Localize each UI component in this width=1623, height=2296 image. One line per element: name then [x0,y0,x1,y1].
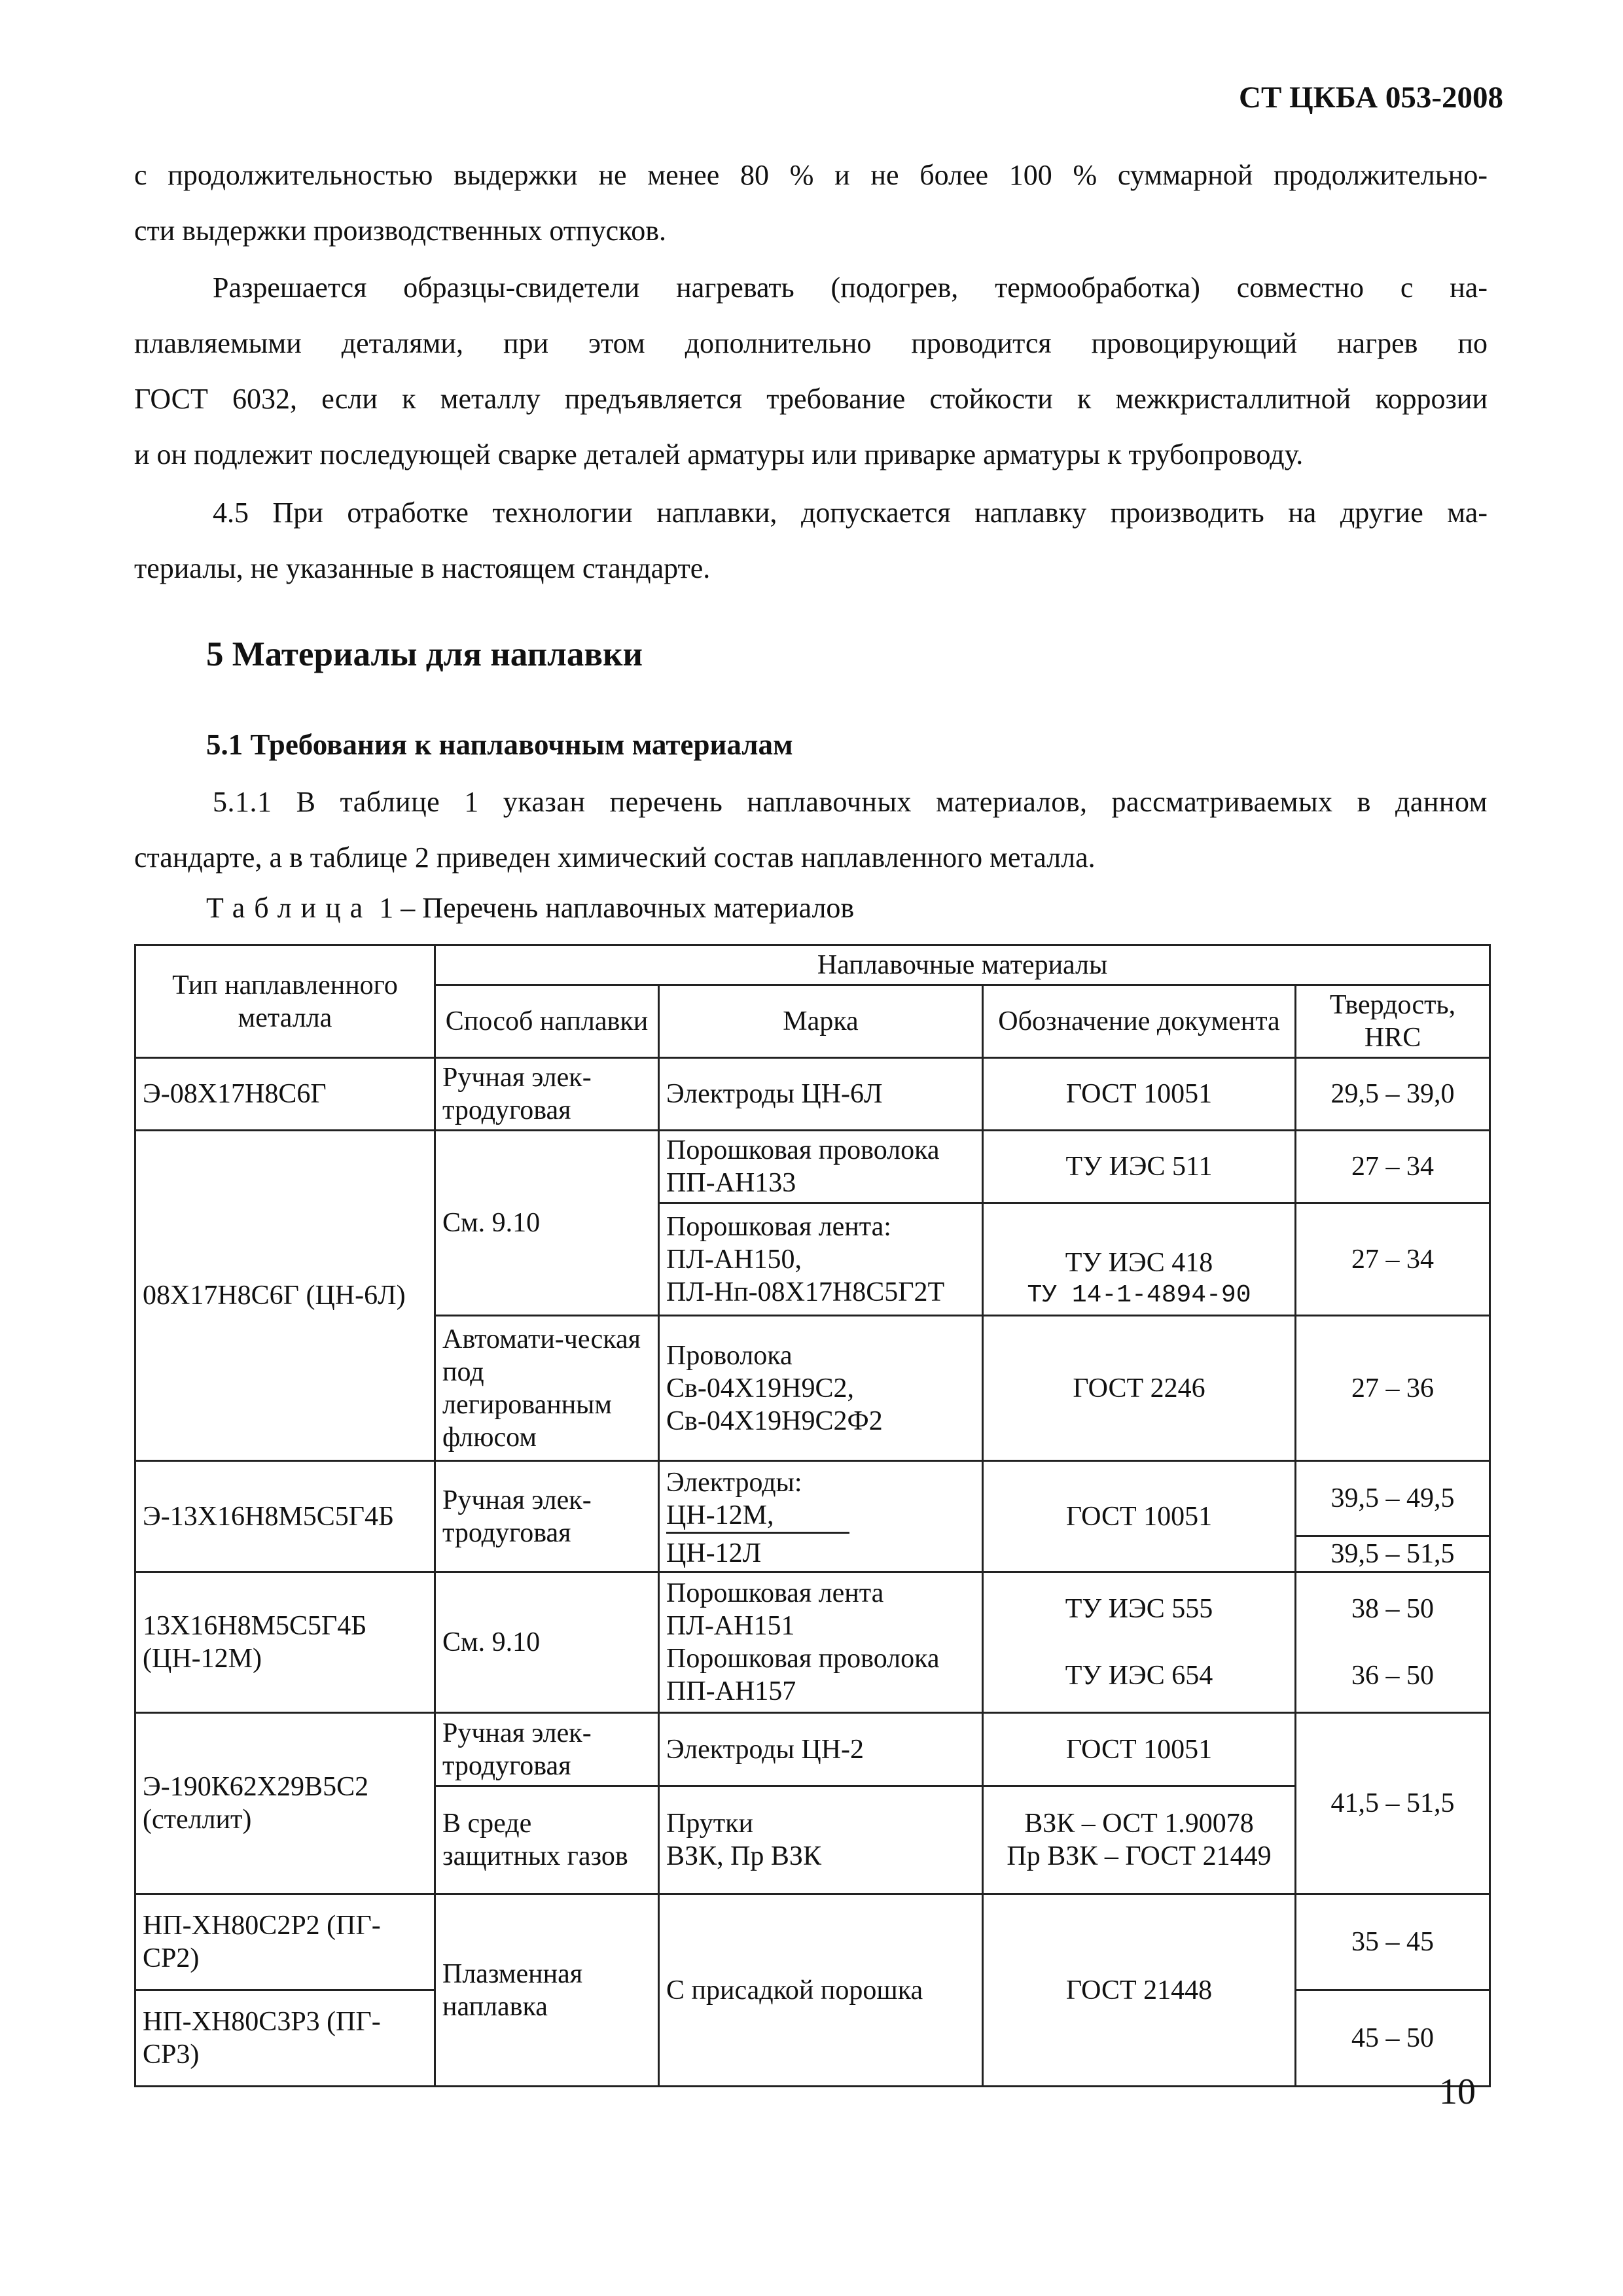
cell-method: Автомати-ческая под легированным флюсом [435,1316,659,1461]
cell-hardness: 35 – 45 [1296,1894,1490,1990]
paragraph-1 [134,147,1488,258]
cell-brand [659,1461,983,1536]
brand-line: ПЛ-АН151 [666,1611,795,1641]
cell-hardness: 27 – 34 [1296,1131,1490,1203]
cell-brand [659,1572,983,1713]
document-line: ВЗК – ОСТ 1.90078 [1024,1809,1254,1839]
cell-brand: Электроды ЦН-2 [659,1713,983,1786]
cell-brand [659,1786,983,1894]
cell-brand [659,1203,983,1316]
header-brand: Марка [659,985,983,1058]
paragraph-line: Разрешается образцы-свидетели нагревать (подогрев, термообработка) совместно с на- [213,272,1488,304]
paragraph-4 [134,774,1488,885]
table-row [135,1713,1490,1786]
brand-line: Св-04Х19Н9С2, [666,1373,855,1404]
brand-line: Прутки [666,1809,754,1839]
cell-document: ГОСТ 21448 [983,1894,1296,2087]
table-row [135,1461,1490,1536]
table-row [135,1572,1490,1713]
table-caption-text: 1 – Перечень наплавочных материалов [379,892,855,924]
cell-method: В среде защитных газов [435,1786,659,1894]
document-line: ТУ ИЭС 555 [1065,1594,1213,1624]
page-number: 10 [1439,2072,1476,2112]
cell-method: См. 9.10 [435,1131,659,1316]
cell-hardness: 39,5 – 51,5 [1296,1536,1490,1572]
brand-line: Порошковая проволока [666,1644,940,1674]
paragraph-line: с продолжительностью выдержки не менее 80 % и не более 100 % суммарной продолжительно- [134,159,1488,191]
paragraph-line: сти выдержки производственных отпусков. [134,215,667,247]
header-document: Обозначение документа [983,985,1296,1058]
materials-table [134,944,1491,2087]
cell-hardness [1296,1572,1490,1713]
cell-type: НП-ХН80С2Р2 (ПГ-СР2) [135,1894,435,1990]
document-line: ТУ 14-1-4894-90 [1027,1281,1251,1309]
paragraph-2 [134,260,1488,482]
cell-hardness: 29,5 – 39,0 [1296,1058,1490,1131]
brand-line: Проволока [666,1340,793,1371]
paragraph-line: плавляемыми деталями, при этом дополнительно проводится провоцирующий нагрев по [134,327,1488,359]
section-title: 5 Материалы для наплавки [206,635,643,673]
cell-document [983,1786,1296,1894]
cell-method: Ручная элек-тродуговая [435,1058,659,1131]
header-materials: Наплавочные материалы [435,945,1490,985]
brand-line: ЦН-12М, [666,1499,849,1534]
table-row [135,1131,1490,1203]
cell-type: Э-190К62Х29В5С2 (стеллит) [135,1713,435,1894]
header-hardness: Твердость, HRC [1296,985,1490,1058]
cell-hardness: 39,5 – 49,5 [1296,1461,1490,1536]
cell-document: ТУ ИЭС 511 [983,1131,1296,1203]
cell-type: НП-ХН80С3Р3 (ПГ-СР3) [135,1990,435,2087]
cell-brand: Порошковая проволока ПП-АН133 [659,1131,983,1203]
paragraph-line: 5.1.1 В таблице 1 указан перечень наплавочных материалов, рассматриваемых в данном [213,786,1488,818]
cell-type: Э-08Х17Н8С6Г [135,1058,435,1131]
cell-hardness: 41,5 – 51,5 [1296,1713,1490,1894]
cell-method: См. 9.10 [435,1572,659,1713]
brand-line: Электроды: [666,1467,802,1498]
cell-hardness: 27 – 34 [1296,1203,1490,1316]
document-line: ТУ ИЭС 654 [1065,1661,1213,1691]
cell-document [983,1572,1296,1713]
paragraph-3 [134,485,1488,596]
paragraph-line: стандарте, а в таблице 2 приведен химический состав наплавленного металла. [134,841,1096,874]
table-row [135,1894,1490,1990]
cell-brand: Электроды ЦН-6Л [659,1058,983,1131]
cell-method: Ручная элек-тродуговая [435,1461,659,1572]
cell-hardness: 45 – 50 [1296,1990,1490,2087]
brand-line: ПП-АН157 [666,1676,796,1706]
document-line: Пр ВЗК – ГОСТ 21449 [1007,1841,1272,1871]
cell-type: Э-13Х16Н8М5С5Г4Б [135,1461,435,1572]
cell-document [983,1203,1296,1316]
table-row [135,1058,1490,1131]
cell-type: 13Х16Н8М5С5Г4Б (ЦН-12М) [135,1572,435,1713]
table-header-row [135,945,1490,985]
brand-line: ВЗК, Пр ВЗК [666,1841,821,1871]
document-line: ТУ ИЭС 418 [1065,1248,1213,1278]
paragraph-line: териалы, не указанные в настоящем стандарте. [134,552,711,584]
table-caption [206,891,854,925]
table-caption-word: Таблица [206,892,372,924]
cell-brand: С присадкой порошка [659,1894,983,2087]
brand-line: Порошковая лента [666,1578,884,1608]
brand-line: Св-04Х19Н9С2Ф2 [666,1405,883,1436]
document-code: СТ ЦКБА 053-2008 [1239,80,1503,115]
cell-method: Ручная элек-тродуговая [435,1713,659,1786]
cell-brand: ЦН-12Л [659,1536,983,1572]
brand-line: ПЛ-Нп-08Х17Н8С5Г2Т [666,1277,945,1307]
header-type: Тип наплавленного металла [135,945,435,1058]
hardness-line: 38 – 50 [1351,1594,1435,1624]
subsection-title: 5.1 Требования к наплавочным материалам [206,728,793,761]
brand-line: Порошковая лента: [666,1211,891,1242]
cell-document: ГОСТ 10051 [983,1461,1296,1572]
cell-hardness: 27 – 36 [1296,1316,1490,1461]
cell-method: Плазменная наплавка [435,1894,659,2087]
paragraph-line: ГОСТ 6032, если к металлу предъявляется требование стойкости к межкристаллитной коррозии [134,383,1488,415]
paragraph-line: и он подлежит последующей сварке деталей арматуры или приварке арматуры к трубопроводу. [134,438,1304,470]
header-method: Способ наплавки [435,985,659,1058]
cell-brand [659,1316,983,1461]
hardness-line: 36 – 50 [1351,1661,1435,1691]
cell-document: ГОСТ 2246 [983,1316,1296,1461]
cell-document: ГОСТ 10051 [983,1058,1296,1131]
brand-line: ПЛ-АН150, [666,1244,802,1275]
cell-type: 08Х17Н8С6Г (ЦН-6Л) [135,1131,435,1461]
paragraph-line: 4.5 При отработке технологии наплавки, допускается наплавку производить на другие ма- [213,497,1488,529]
cell-document: ГОСТ 10051 [983,1713,1296,1786]
